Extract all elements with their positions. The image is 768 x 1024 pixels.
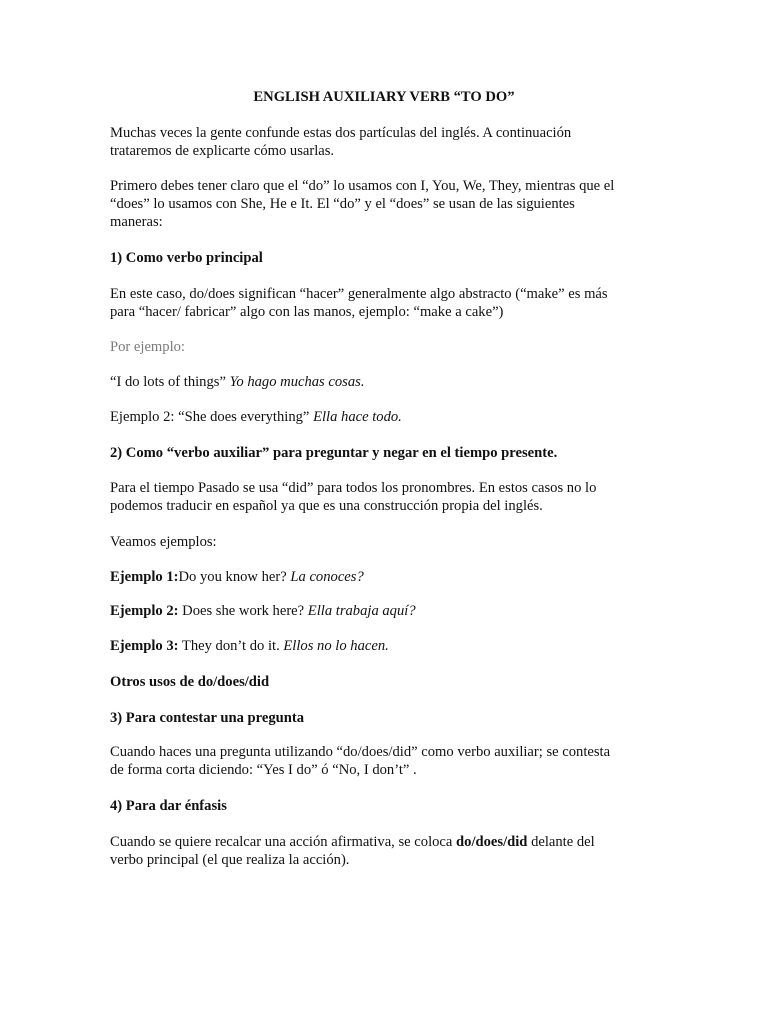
auxiliary-example-3-spanish: Ellos no lo hacen. <box>283 638 389 654</box>
por-ejemplo-label: Por ejemplo: <box>110 339 185 355</box>
pronouns-line-2: “does” lo usamos con She, He e It. El “do” y el “does” se usan de las siguientes <box>110 196 575 212</box>
section1-body <box>110 285 658 321</box>
intro-line-1: Muchas veces la gente confunde estas dos partículas del inglés. A continuación <box>110 125 572 141</box>
section2-body <box>110 479 658 515</box>
auxiliary-example-2-english: Does she work here? <box>178 603 305 619</box>
auxiliary-example-2 <box>110 602 658 620</box>
section3-body <box>110 743 658 779</box>
otros-usos-heading: Otros usos de do/does/did <box>110 674 270 690</box>
intro-line-2: trataremos de explicarte cómo usarlas. <box>110 143 335 159</box>
section1-body-line-1: En este caso, do/does significan “hacer” generalmente algo abstracto (“make” es más <box>110 286 608 302</box>
pronouns-line-3: maneras: <box>110 214 163 230</box>
example-2-spanish: Ella hace todo. <box>313 409 402 425</box>
section2-body-line-2: podemos traducir en español ya que es una construcción propia del inglés. <box>110 498 543 514</box>
auxiliary-example-3-label: Ejemplo 3: <box>110 638 179 654</box>
document-title: ENGLISH AUXILIARY VERB “TO DO” <box>253 89 515 105</box>
section4-body <box>110 833 658 869</box>
auxiliary-example-1-spanish: La conoces? <box>290 569 364 585</box>
section4-body-emphasis: do/does/did <box>456 834 528 850</box>
section3-body-line-2: de forma corta diciendo: “Yes I do” ó “No, I don’t” . <box>110 762 417 778</box>
auxiliary-example-3 <box>110 637 658 655</box>
auxiliary-example-2-label: Ejemplo 2: <box>110 603 179 619</box>
section4-heading: 4) Para dar énfasis <box>110 798 227 814</box>
example-1-spanish: Yo hago muchas cosas. <box>229 374 365 390</box>
pronouns-paragraph <box>110 177 658 231</box>
section4-body-line-2: verbo principal (el que realiza la acción). <box>110 852 350 868</box>
section1-body-line-2: para “hacer/ fabricar” algo con las manos, ejemplo: “make a cake”) <box>110 304 504 320</box>
example-1-line <box>110 373 658 391</box>
example-1-english: “I do lots of things” <box>110 374 226 390</box>
pronouns-line-1: Primero debes tener claro que el “do” lo usamos con I, You, We, They, mientras que el <box>110 178 615 194</box>
auxiliary-example-1-english: Do you know her? <box>178 569 287 585</box>
section4-body-pre: Cuando se quiere recalcar una acción afirmativa, se coloca <box>110 834 457 850</box>
intro-paragraph <box>110 124 658 160</box>
example-2-line <box>110 408 658 426</box>
section3-body-line-1: Cuando haces una pregunta utilizando “do/does/did” como verbo auxiliar; se contesta <box>110 744 611 760</box>
auxiliary-example-1 <box>110 568 658 586</box>
section3-heading: 3) Para contestar una pregunta <box>110 710 305 726</box>
example-2-english: Ejemplo 2: “She does everything” <box>110 409 310 425</box>
auxiliary-example-1-label: Ejemplo 1: <box>110 569 179 585</box>
section1-heading: 1) Como verbo principal <box>110 250 263 266</box>
auxiliary-example-2-spanish: Ella trabaja aquí? <box>307 603 416 619</box>
veamos-ejemplos: Veamos ejemplos: <box>110 534 217 550</box>
section4-body-post: delante del <box>527 834 595 850</box>
section2-heading: 2) Como “verbo auxiliar” para preguntar y negar en el tiempo presente. <box>110 445 558 461</box>
section2-body-line-1: Para el tiempo Pasado se usa “did” para todos los pronombres. En estos casos no lo <box>110 480 597 496</box>
auxiliary-example-3-english: They don’t do it. <box>178 638 280 654</box>
